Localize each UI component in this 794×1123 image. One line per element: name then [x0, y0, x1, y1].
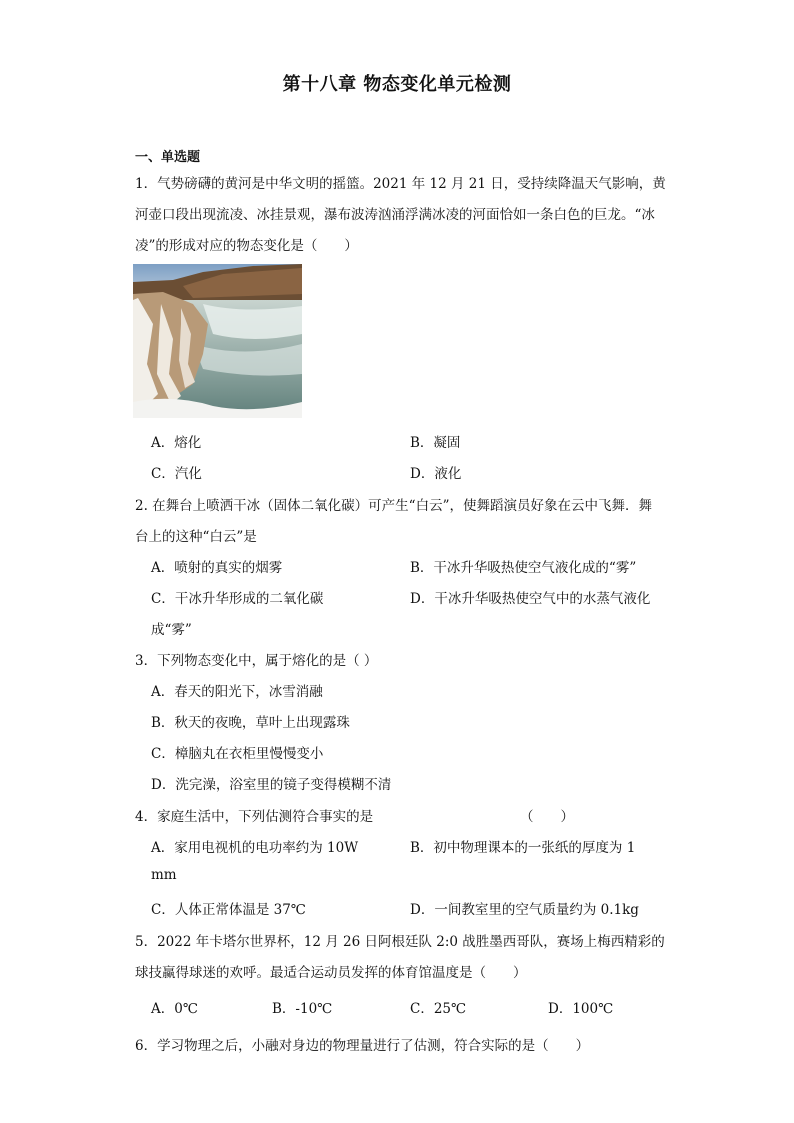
q3-line-1: 3．下列物态变化中，属于熔化的是（ ）: [135, 653, 378, 669]
q4-answer-blank: （ ）: [520, 809, 574, 825]
q1-line-3: 凌”的形成对应的物态变化是（ ）: [135, 238, 358, 254]
q4-option-b: B．初中物理课本的一张纸的厚度为 1: [410, 840, 636, 856]
q5-option-b: B．-10℃: [272, 1001, 333, 1017]
q4-option-c: C．人体正常体温是 37℃: [151, 902, 306, 918]
q1-line-1: 1．气势磅礴的黄河是中华文明的摇篮。2021 年 12 月 21 日，受持续降温天气影响，黄: [135, 176, 666, 192]
q2-option-d-wrap: 成“雾”: [151, 622, 192, 638]
q6-line-1: 6．学习物理之后，小融对身边的物理量进行了估测，符合实际的是（ ）: [135, 1038, 590, 1054]
q2-option-d: D．干冰升华吸热使空气中的水蒸气液化: [410, 591, 651, 607]
q2-line-2: 台上的这种“白云”是: [135, 529, 257, 545]
q4-option-a: A．家用电视机的电功率约为 10W: [151, 840, 359, 856]
q4-option-b-wrap: mm: [151, 867, 177, 883]
q5-option-a: A．0℃: [151, 1001, 198, 1017]
q2-line-1: 2. 在舞台上喷洒干冰（固体二氧化碳）可产生“白云”，使舞蹈演员好象在云中飞舞．舞: [135, 498, 652, 514]
q1-option-a: A．熔化: [151, 435, 202, 451]
q5-option-d: D．100℃: [548, 1001, 614, 1017]
q1-line-2: 河壶口段出现流凌、冰挂景观，瀑布波涛汹涌浮满冰凌的河面恰如一条白色的巨龙。“冰: [135, 207, 655, 223]
q5-line-1: 5．2022 年卡塔尔世界杯，12 月 26 日阿根廷队 2:0 战胜墨西哥队，赛场上梅西精彩的: [135, 934, 665, 950]
q3-option-c: C．樟脑丸在衣柜里慢慢变小: [151, 746, 324, 762]
q3-option-b: B．秋天的夜晚，草叶上出现露珠: [151, 715, 350, 731]
q2-option-b: B．干冰升华吸热使空气液化成的“雾”: [410, 560, 637, 576]
q4-line-1: 4．家庭生活中，下列估测符合事实的是: [135, 809, 374, 825]
q1-option-b: B．凝固: [410, 435, 461, 451]
q1-option-c: C．汽化: [151, 466, 202, 482]
q5-option-c: C．25℃: [410, 1001, 467, 1017]
q3-option-a: A．春天的阳光下，冰雪消融: [151, 684, 323, 700]
q2-option-c: C．干冰升华形成的二氧化碳: [151, 591, 324, 607]
section-heading: 一、单选题: [135, 150, 201, 165]
q4-option-d: D．一间教室里的空气质量约为 0.1kg: [410, 902, 639, 918]
q5-line-2: 球技赢得球迷的欢呼。最适合运动员发挥的体育馆温度是（ ）: [135, 965, 527, 981]
q3-option-d: D．洗完澡，浴室里的镜子变得模糊不清: [151, 777, 392, 793]
q2-option-a: A．喷射的真实的烟雾: [151, 560, 283, 576]
waterfall-photo: [133, 264, 302, 418]
page-title: 第十八章 物态变化单元检测: [282, 74, 512, 95]
q1-option-d: D．液化: [410, 466, 462, 482]
